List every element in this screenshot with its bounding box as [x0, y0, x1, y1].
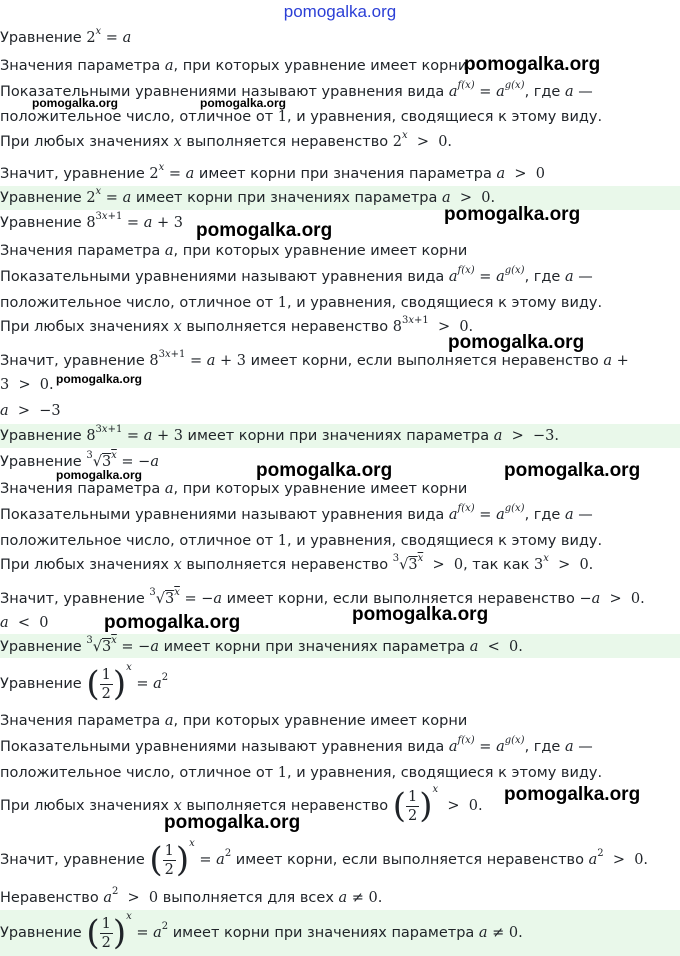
- watermark: pomogalka.org: [196, 220, 333, 241]
- eq3-so: Значит, уравнение $^3√3^x = -a$ имеет корни, если выполняется неравенство −a > 0.: [0, 587, 645, 607]
- eq3-heading: Уравнение $^3√3^x = -a$: [0, 450, 159, 470]
- eq2-answer: Уравнение $8^{3x+1} = a + 3$ имеет корни при значениях параметра a > −3.: [0, 424, 559, 444]
- eq4-def-2: положительное число, отличное от 1, и уравнения, сводящиеся к этому виду.: [0, 765, 603, 781]
- watermark: pomogalka.org: [32, 96, 119, 110]
- watermark: pomogalka.org: [164, 812, 301, 833]
- eq1-any: При любых значениях x выполняется неравенство 2$^x$ > 0.: [0, 130, 453, 150]
- eq1-params: Значения параметра a, при которых уравнение имеет корни: [0, 58, 468, 74]
- site-watermark-top[interactable]: pomogalka.org: [283, 2, 397, 21]
- eq3-params: Значения параметра a, при которых уравнение имеет корни: [0, 481, 468, 497]
- eq1-heading: Уравнение $2^x = a$: [0, 26, 132, 46]
- eq4-answer: Уравнение ( $\frac{1}{2}$ )$^x = a^2$ имеет корни при значениях параметра a ≠ 0.: [0, 911, 523, 953]
- watermark: pomogalka.org: [504, 784, 641, 805]
- watermark: pomogalka.org: [352, 604, 489, 625]
- eq4-heading: Уравнение ( $\frac{1}{2}$ )$^x = a^2$: [0, 662, 169, 704]
- eq1-answer: Уравнение $2^x = a$ имеет корни при значениях параметра a > 0.: [0, 186, 496, 206]
- eq1-def: Показательными уравнениями называют уравнения вида $a^{f(x)} = a^{g(x)}$, где a —: [0, 80, 593, 100]
- eq1-def-2: положительное число, отличное от 1, и уравнения, сводящиеся к этому виду.: [0, 109, 603, 125]
- eq2-any: При любых значениях x выполняется неравенство $8^{3x+1} > 0$.: [0, 315, 474, 335]
- watermark: pomogalka.org: [464, 54, 601, 75]
- eq4-ineq: Неравенство $a^2 > 0$ выполняется для всех a ≠ 0.: [0, 886, 383, 906]
- eq3-def: Показательными уравнениями называют уравнения вида $a^{f(x)} = a^{g(x)}$, где a —: [0, 503, 593, 523]
- eq2-result: a > −3: [0, 403, 61, 419]
- eq3-def-2: положительное число, отличное от 1, и уравнения, сводящиеся к этому виду.: [0, 533, 603, 549]
- watermark: pomogalka.org: [448, 332, 585, 353]
- eq4-any: При любых значениях x выполняется неравенство ( $\frac{1}{2}$ )$^x$ > 0.: [0, 784, 483, 826]
- eq4-so: Значит, уравнение ( $\frac{1}{2}$ )$^x = a^2$ имеет корни, если выполняется неравенство $a^2 > 0$.: [0, 838, 649, 880]
- watermark: pomogalka.org: [504, 460, 641, 481]
- watermark: pomogalka.org: [256, 460, 393, 481]
- eq3-any: При любых значениях x выполняется неравенство $^3$√3$^x$ > 0, так как 3$^x$ > 0.: [0, 553, 594, 573]
- eq2-so-2: 3 > 0.: [0, 377, 54, 393]
- eq1-so: Значит, уравнение $2^x = a$ имеет корни при значения параметра a > 0: [0, 162, 545, 182]
- eq3-answer: Уравнение $^3√3^x = -a$ имеет корни при значениях параметра a < 0.: [0, 635, 523, 655]
- eq2-def-2: положительное число, отличное от 1, и уравнения, сводящиеся к этому виду.: [0, 295, 603, 311]
- eq2-so: Значит, уравнение $8^{3x+1} = a + 3$ имеет корни, если выполняется неравенство a +: [0, 349, 629, 369]
- watermark: pomogalka.org: [56, 372, 143, 386]
- eq4-def: Показательными уравнениями называют уравнения вида $a^{f(x)} = a^{g(x)}$, где a —: [0, 735, 593, 755]
- eq2-heading: Уравнение $8^{3x+1} = a + 3$: [0, 211, 183, 231]
- watermark: pomogalka.org: [56, 468, 143, 482]
- watermark: pomogalka.org: [104, 612, 241, 633]
- eq3-result: a < 0: [0, 615, 49, 631]
- watermark: pomogalka.org: [444, 204, 581, 225]
- eq2-def: Показательными уравнениями называют уравнения вида $a^{f(x)} = a^{g(x)}$, где a —: [0, 265, 593, 285]
- eq4-params: Значения параметра a, при которых уравнение имеет корни: [0, 713, 468, 729]
- watermark: pomogalka.org: [200, 96, 287, 110]
- eq2-params: Значения параметра a, при которых уравнение имеет корни: [0, 243, 468, 259]
